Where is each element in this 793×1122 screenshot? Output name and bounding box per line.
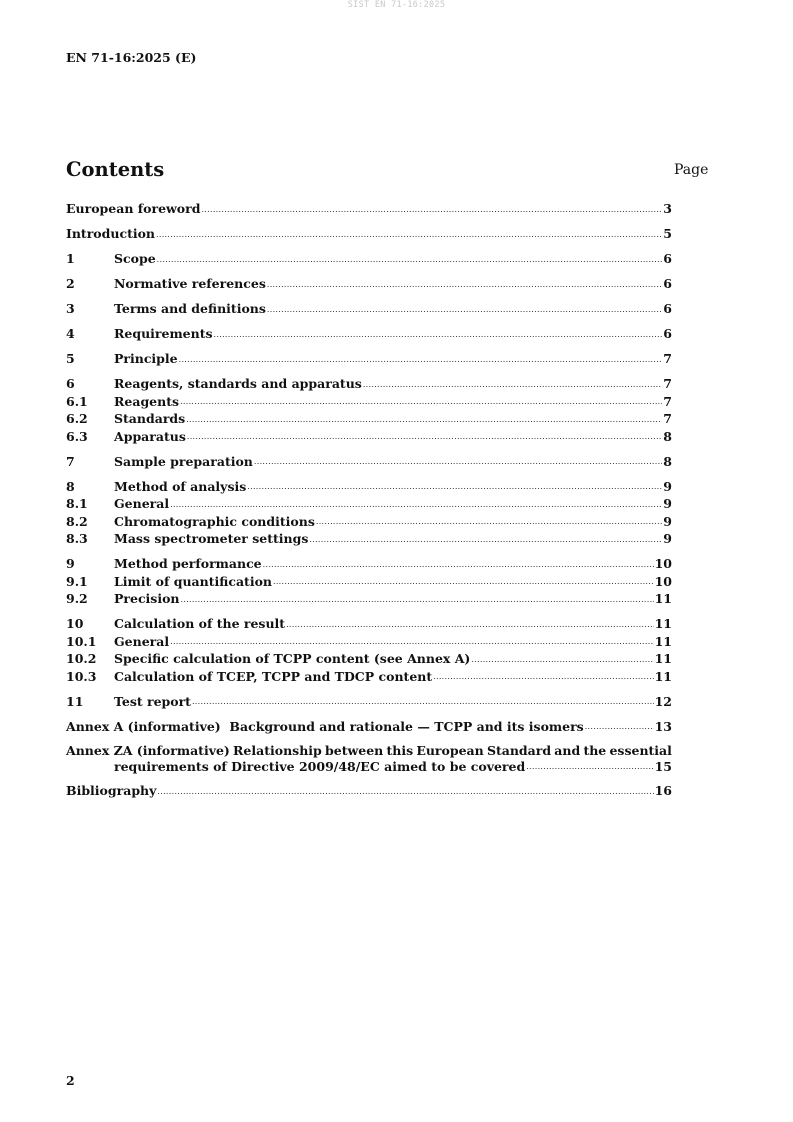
toc-entry-page: 9 [663,513,672,529]
toc-entry-number: 7 [66,453,75,469]
toc-entry-page: 8 [663,428,672,444]
annex-za-word: and [554,742,581,758]
toc-entry-terms-and-definitions[interactable] [66,300,672,318]
toc-entry-page: 11 [654,616,672,631]
toc-entry-title: Standards [114,411,186,426]
annex-za-word: the [583,742,607,758]
toc-entry-title: requirements of Directive 2009/48/EC aimed to be covered [114,758,526,774]
toc-entry-page: 13 [654,718,672,734]
toc-leader-dots [526,761,653,775]
toc-leader-dots [201,204,662,218]
toc-entry-title: Method performance [114,556,262,571]
toc-leader-dots [170,636,653,650]
toc-entry-title: Calculation of the result [114,616,286,631]
toc-entry-title: Normative references [114,276,266,291]
toc-leader-dots [585,721,654,735]
toc-entry-page: 6 [663,301,672,316]
toc-entry-page: 7 [663,411,672,426]
toc-entry-page: 9 [663,531,672,546]
toc-leader-dots [157,254,663,268]
toc-leader-dots [267,304,662,318]
toc-entry-number: 6.1 [66,393,88,409]
toc-entry-page: 10 [654,573,672,589]
toc-entry-page: 6 [663,276,672,291]
toc-entry-number: 6.2 [66,411,88,426]
toc-entry-test-report[interactable] [66,693,672,711]
toc-entry-european-foreword[interactable] [66,200,672,218]
toc-entry-number: 5 [66,351,75,366]
annex-za-word: this [386,742,414,758]
toc-entry-title: Method of analysis [114,478,247,494]
toc-entry-scope[interactable] [66,250,672,268]
toc-entry-page: 11 [654,651,672,666]
toc-entry-page: 7 [663,393,672,409]
toc-leader-dots [214,329,663,343]
toc-leader-dots [309,534,662,548]
toc-entry-title: Sample preparation [114,453,253,469]
toc-leader-dots [192,696,654,710]
toc-entry-number: 10.2 [66,651,97,666]
toc-entry-specific-calculation-tcpp[interactable] [66,650,672,668]
toc-entry-reagents[interactable] [66,393,672,411]
toc-entry-number: 11 [66,693,84,709]
toc-entry-number: 9.2 [66,591,88,606]
toc-entry-page: 6 [663,326,672,341]
toc-entry-reagents-standards-apparatus[interactable] [66,375,672,393]
toc-entry-number: 9 [66,556,75,571]
contents-heading: Contents [66,158,165,181]
toc-entry-sample-preparation[interactable] [66,453,672,471]
toc-entry-calculation-of-result[interactable] [66,615,672,633]
page-number: 2 [66,1073,75,1088]
toc-entry-number: 10 [66,616,84,631]
toc-entry-number: 6.3 [66,428,88,444]
toc-leader-dots [187,431,662,445]
toc-entry-page: 9 [663,478,672,494]
toc-leader-dots [247,481,662,495]
toc-entry-number: 10.1 [66,633,97,649]
toc-entry-title: Introduction [66,226,156,241]
watermark: SIST EN 71-16:2025 [347,0,446,10]
toc-entry-number: 9.1 [66,573,88,589]
toc-entry-page: 11 [654,633,672,649]
toc-entry-title: Annex A (informative) Background and rationale — TCPP and its isomers [66,718,584,734]
toc-leader-dots [316,516,662,530]
toc-entry-title: Limit of quantification [114,573,272,589]
toc-entry-title: Mass spectrometer settings [114,531,309,546]
annex-za-first-line [66,743,672,759]
toc-entry-title: Principle [114,351,178,366]
toc-entry-number: 3 [66,301,75,316]
toc-entry-page: 15 [654,758,672,774]
toc-entry-number: 2 [66,276,75,291]
document-id: EN 71-16:2025 (E) [66,50,197,65]
toc-leader-dots [273,576,654,590]
toc-leader-dots [471,654,653,668]
toc-entry-method-performance[interactable] [66,555,672,573]
toc-entry-page: 7 [663,351,672,366]
toc-entry-limit-of-quantification[interactable] [66,573,672,591]
toc-entry-principle[interactable] [66,350,672,368]
annex-za-second-line [66,759,672,775]
annex-za-word: between [325,742,384,758]
toc-entry-title: Calculation of TCEP, TCPP and TDCP content [114,668,433,684]
toc-leader-dots [363,379,662,393]
toc-entry-page: 8 [663,453,672,469]
toc-entry-mass-spectrometer-settings[interactable] [66,530,672,548]
toc-entry-general-10-1[interactable] [66,633,672,651]
toc-entry-title: Bibliography [66,783,157,798]
table-of-contents [66,200,672,800]
toc-leader-dots [267,279,662,293]
toc-leader-dots [157,786,653,800]
toc-entry-method-of-analysis[interactable] [66,478,672,496]
annex-za-word: essential [609,742,672,758]
toc-leader-dots [254,456,662,470]
toc-leader-dots [156,229,662,243]
toc-entry-precision[interactable] [66,590,672,608]
toc-entry-number: 8.1 [66,496,88,511]
toc-entry-page: 3 [663,201,672,216]
page-column-label: Page [674,162,709,178]
toc-entry-page: 10 [654,556,672,571]
toc-entry-page: 6 [663,251,672,266]
toc-entry-page: 11 [654,668,672,684]
annex-za-word: Relationship [233,742,322,758]
toc-entry-requirements[interactable] [66,325,672,343]
annex-za-word: European [416,742,484,758]
toc-entry-number: 8.3 [66,531,88,546]
toc-entry-title: Precision [114,591,180,606]
toc-leader-dots [181,594,654,608]
toc-entry-page: 9 [663,496,672,511]
toc-entry-calculation-tcep-tcpp-tdcp[interactable] [66,668,672,686]
toc-entry-title: Specific calculation of TCPP content (see Annex A) [114,651,471,666]
toc-entry-introduction[interactable] [66,225,672,243]
toc-entry-number: 1 [66,251,75,266]
toc-leader-dots [286,619,654,633]
annex-za-word: Annex ZA (informative) [66,742,230,758]
toc-entry-title: General [114,496,170,511]
toc-leader-dots [433,671,653,685]
toc-entry-general-8-1[interactable] [66,495,672,513]
toc-entry-page: 12 [654,693,672,709]
toc-entry-bibliography[interactable] [66,782,672,800]
toc-entry-title: Apparatus [114,428,186,444]
toc-entry-apparatus[interactable] [66,428,672,446]
toc-entry-number: 4 [66,326,75,341]
toc-leader-dots [179,354,663,368]
toc-entry-normative-references[interactable] [66,275,672,293]
toc-entry-title: Reagents, standards and apparatus [114,376,362,391]
toc-leader-dots [170,499,662,513]
toc-entry-page: 7 [663,376,672,391]
toc-entry-page: 16 [654,783,672,798]
toc-entry-title: General [114,633,170,649]
toc-entry-annex-a[interactable] [66,718,672,736]
toc-entry-page: 11 [654,591,672,606]
toc-entry-title: Reagents [114,393,180,409]
toc-entry-number: 6 [66,376,75,391]
toc-entry-annex-za[interactable] [66,743,672,775]
toc-entry-title: Test report [114,693,191,709]
toc-entry-standards[interactable] [66,410,672,428]
toc-leader-dots [186,414,662,428]
annex-za-word: Standard [486,742,552,758]
toc-leader-dots [180,396,662,410]
toc-leader-dots [263,559,654,573]
toc-entry-title: Chromatographic conditions [114,513,315,529]
toc-entry-title: Terms and definitions [114,301,266,316]
toc-entry-number: 8.2 [66,513,88,529]
toc-entry-number: 8 [66,478,75,494]
toc-entry-number: 10.3 [66,668,97,684]
toc-entry-chromatographic-conditions[interactable] [66,513,672,531]
toc-entry-title: Scope [114,251,156,266]
toc-entry-page: 5 [663,226,672,241]
toc-entry-title: European foreword [66,201,201,216]
toc-entry-title: Requirements [114,326,213,341]
